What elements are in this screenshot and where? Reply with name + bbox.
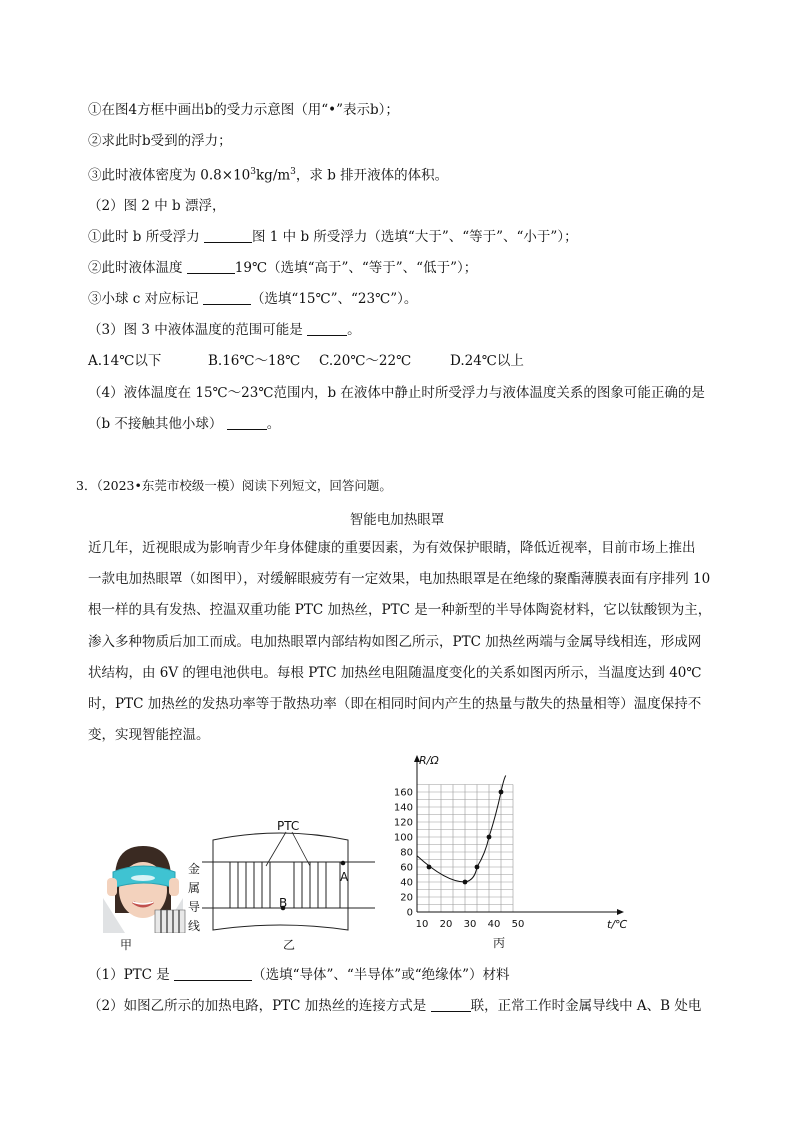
y-tick-label: 0 (406, 907, 413, 919)
para-line-5: 状结构，由 6V 的锂电池供电。每根 PTC 加热丝电阻随温度变化的关系如图丙所示，当温度达到 40℃ (88, 665, 702, 681)
data-point (475, 865, 480, 870)
y-tick-label: 100 (393, 832, 413, 844)
answer-blank[interactable] (227, 415, 267, 430)
x-tick-label: 50 (511, 919, 525, 930)
q2-head: （2）图 2 中 b 漂浮， (88, 198, 226, 214)
label-metal-wire: 金 属 导 线 (188, 862, 201, 933)
y-tick-label: 80 (400, 847, 413, 859)
article-title: 智能电加热眼罩 (349, 512, 445, 528)
eye-mask-photo (95, 838, 190, 933)
sub-q1: （1）PTC 是 （选填“导体”、“半导体”或“绝缘体”）材料 (88, 967, 510, 983)
label-bing: 丙 (493, 936, 506, 950)
label-point-b: B (279, 896, 288, 910)
label-point-a: A (340, 870, 349, 884)
data-point (487, 835, 492, 840)
y-tick-label: 120 (393, 817, 413, 829)
q3-opt-d: D.24℃以上 (450, 353, 524, 369)
q3-opt-b: B.16℃～18℃ (208, 353, 301, 369)
answer-blank[interactable] (204, 228, 252, 243)
q1-s2: ②求此时b受到的浮力； (88, 133, 232, 149)
q3-opt-a: A.14℃以下 (88, 353, 162, 369)
q2-l1: ①此时 b 所受浮力 图 1 中 b 所受浮力（选填“大于”、“等于”、“小于”）； (88, 229, 578, 245)
para-line-3: 根一样的具有发热、控温双重功能 PTC 加热丝，PTC 是一种新型的半导体陶瓷材料，它以钛酸钡为主， (88, 602, 712, 618)
answer-blank[interactable] (174, 966, 252, 981)
resistance-temperature-chart (385, 752, 635, 937)
answer-blank[interactable] (431, 997, 471, 1012)
x-axis-label: t/℃ (607, 918, 628, 931)
x-axis-arrow (617, 909, 624, 915)
data-point (427, 865, 432, 870)
y-tick-label: 20 (400, 892, 413, 904)
q3-head: （3）图 3 中液体温度的范围可能是 。 (88, 322, 361, 338)
para-line-7: 变，实现智能控温。 (88, 727, 210, 743)
answer-blank[interactable] (307, 321, 347, 336)
y-tick-label: 160 (393, 787, 413, 799)
para-line-6: 时，PTC 加热丝的发热功率等于散热功率（即在相同时间内产生的热量与散失的热量相等）温度保持不 (88, 696, 702, 712)
q3-opt-c: C.20℃～22℃ (319, 353, 412, 369)
label-jia: 甲 (120, 938, 133, 952)
para-line-2: 一款电加热眼罩（如图甲），对缓解眼疲劳有一定效果，电加热眼罩是在绝缘的聚酯薄膜表面有序排列 10 (88, 571, 711, 587)
answer-blank[interactable] (187, 259, 235, 274)
label-ptc: PTC (277, 819, 300, 833)
y-tick-label: 40 (400, 877, 413, 889)
data-point (499, 790, 504, 795)
y-tick-label: 60 (400, 862, 413, 874)
answer-blank[interactable] (203, 290, 251, 305)
data-point (463, 880, 468, 885)
label-yi: 乙 (283, 938, 296, 952)
x-tick-label: 30 (463, 919, 477, 930)
para-line-4: 渗入多种物质后加工而成。电加热眼罩内部结构如图乙所示，PTC 加热丝两端与金属导线相连，形成网 (88, 634, 702, 650)
q1-s3: ③此时液体密度为 $0.8\times 10^3kg/m^3$，求 b 排开液体的体积。 (88, 167, 449, 184)
sub-q2: （2）如图乙所示的加热电路，PTC 加热丝的连接方式是 联，正常工作时金属导线中 A、B 处电 (88, 998, 702, 1014)
x-tick-label: 20 (439, 919, 453, 930)
x-tick-label: 40 (487, 919, 501, 930)
q2-l2: ②此时液体温度 19℃（选填“高于”、“等于”、“低于”）； (88, 260, 478, 276)
problem-3-heading: 3．（2023•东莞市校级一模）阅读下列短文，回答问题。 (76, 478, 392, 493)
y-axis-label: R/Ω (419, 754, 439, 767)
x-tick-label: 10 (415, 919, 429, 930)
para-line-1: 近几年，近视眼成为影响青少年身体健康的重要因素，为有效保护眼睛，降低近视率，目前市场上推出 (88, 540, 696, 556)
y-tick-label: 140 (393, 802, 413, 814)
q4-l2: （b 不接触其他小球） 。 (88, 416, 281, 432)
q1-s1: ①在图4方框中画出b的受力示意图（用“•”表示b）； (88, 102, 399, 118)
q2-l3: ③小球 c 对应标记 （选填“15℃”、“23℃”）。 (88, 291, 418, 307)
q4-l1: （4）液体温度在 15℃～23℃范围内，b 在液体中静止时所受浮力与液体温度关系的图象可能正确的是 (88, 385, 705, 401)
